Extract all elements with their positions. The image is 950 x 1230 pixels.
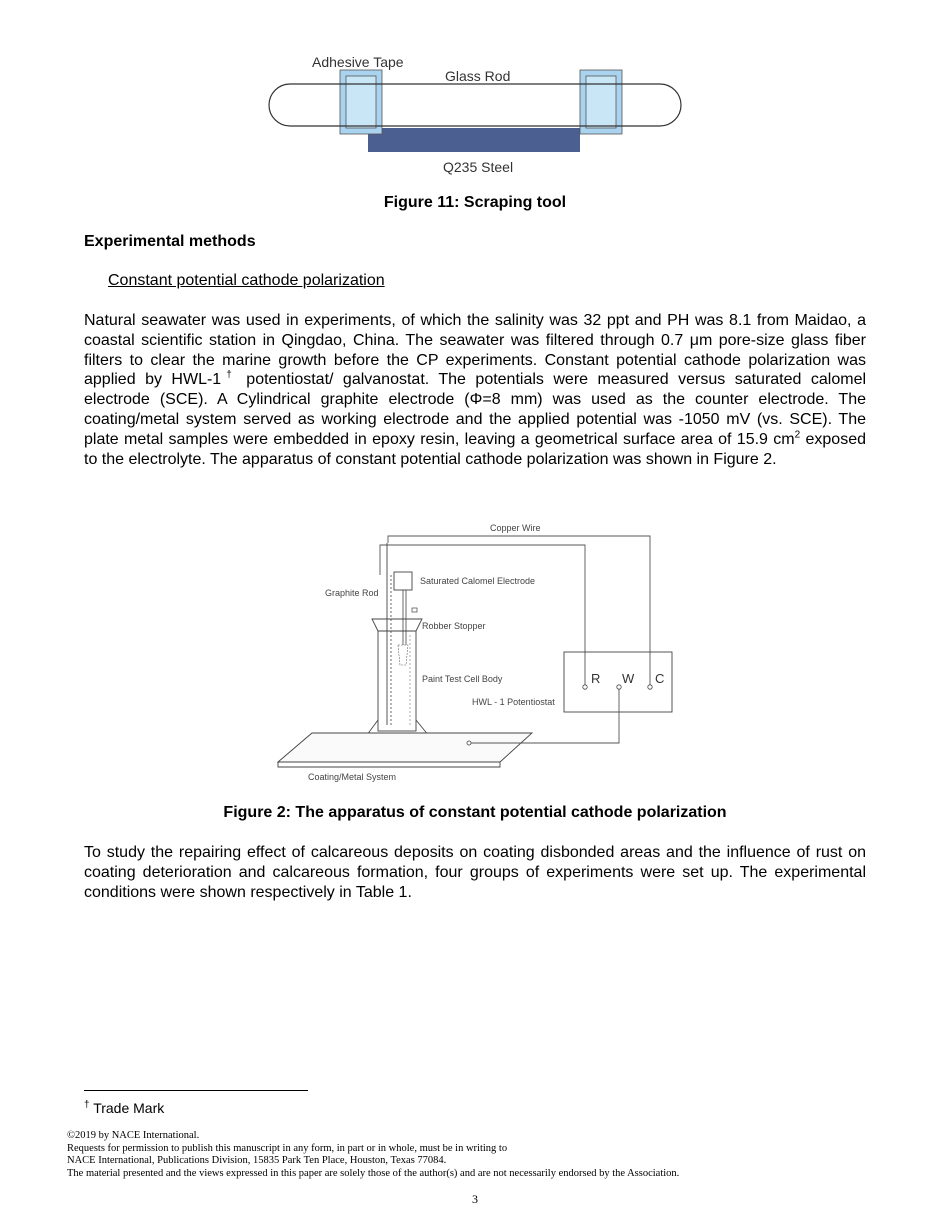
graphite-wire bbox=[380, 545, 585, 687]
footer-line-1: ©2019 by NACE International. bbox=[67, 1130, 200, 1141]
dagger-mark: † bbox=[221, 370, 237, 382]
cell-body-label: Paint Test Cell Body bbox=[422, 674, 503, 684]
footer-line-2: Requests for permission to publish this manuscript in any form, in part or in whole, must be in writing to bbox=[67, 1142, 508, 1154]
terminal-c-label: C bbox=[655, 671, 665, 686]
footer-line-4: The material presented and the views expressed in this paper are solely those of the author(s) and are not necessarily endorsed by the Association. bbox=[67, 1167, 680, 1179]
adhesive-tape-label: Adhesive Tape bbox=[312, 54, 404, 70]
copyright-footer bbox=[67, 1130, 679, 1180]
copper-wire-label: Copper Wire bbox=[490, 523, 541, 533]
paragraph-methods-text-c: exposed to the electrolyte. The apparatus of constant potential cathode polarization was shown in Figure 2. bbox=[84, 430, 866, 468]
potentiostat-label: HWL - 1 Potentiostat bbox=[472, 697, 555, 707]
paragraph-experiments: To study the repairing effect of calcareous deposits on coating disbonded areas and the influence of rust on coating deterioration and calcareous formation, four groups of experiments were set up. The experimental conditions were shown respectively in Table 1. bbox=[84, 844, 866, 901]
copper-wire bbox=[388, 536, 650, 687]
q235-steel-label: Q235 Steel bbox=[443, 159, 514, 175]
q235-steel-bar bbox=[368, 128, 580, 152]
stopper-label: Robber Stopper bbox=[422, 621, 486, 631]
footer-line-3: NACE International, Publications Division, 15835 Park Ten Place, Houston, Texas 77084. bbox=[67, 1155, 447, 1167]
footnote-rule bbox=[84, 1090, 308, 1091]
paragraph-methods bbox=[84, 311, 866, 469]
coating-label: Coating/Metal System bbox=[308, 772, 397, 782]
footnote bbox=[84, 1100, 164, 1116]
section-subheading: Constant potential cathode polarization bbox=[108, 272, 385, 289]
figure-11-caption: Figure 11: Scraping tool bbox=[383, 194, 567, 211]
rubber-stopper bbox=[372, 619, 422, 631]
superscript-2: 2 bbox=[794, 429, 801, 441]
terminal-w-label: W bbox=[622, 671, 635, 686]
scraping-tool-figure bbox=[260, 48, 690, 180]
sce-label: Saturated Calomel Electrode bbox=[420, 576, 536, 586]
footnote-dagger: † bbox=[84, 1099, 90, 1111]
section-heading: Experimental methods bbox=[84, 233, 256, 250]
paragraph-methods-text-b: potentiostat/ galvanostat. The potentials were measured versus saturated calomel electrode (SCE). A Cylindrical graphite electrode (Φ=8 mm) was used as the counter electrode. The coating/metal system served as working electrode and the applied potential was -1050 mV (vs. SCE). The plate metal samples were embedded in epoxy resin, leaving a geometrical surface area of 15.9 cm bbox=[84, 371, 867, 448]
glass-rod-label: Glass Rod bbox=[445, 68, 511, 84]
coating-metal-plate bbox=[278, 733, 532, 762]
graphite-rod-label: Graphite Rod bbox=[325, 588, 379, 598]
paragraph-methods-text-a: Natural seawater was used in experiments, of which the salinity was 32 ppt and PH was 8.1 from Maidao, a coastal scientific station in Qingdao, China. The seawater was filtered through 0.7 μm pore-size glass fiber filters to clear the marine growth before the CP experiments. Constant potential cathode polarization was applied by HWL-1 bbox=[84, 312, 866, 389]
apparatus-figure bbox=[270, 515, 690, 790]
page-number: 3 bbox=[472, 1192, 478, 1206]
sce-electrode bbox=[394, 572, 412, 590]
footnote-text: Trade Mark bbox=[89, 1100, 165, 1116]
terminal-r-label: R bbox=[591, 671, 601, 686]
figure-2-caption: Figure 2: The apparatus of constant potential cathode polarization bbox=[223, 804, 727, 821]
